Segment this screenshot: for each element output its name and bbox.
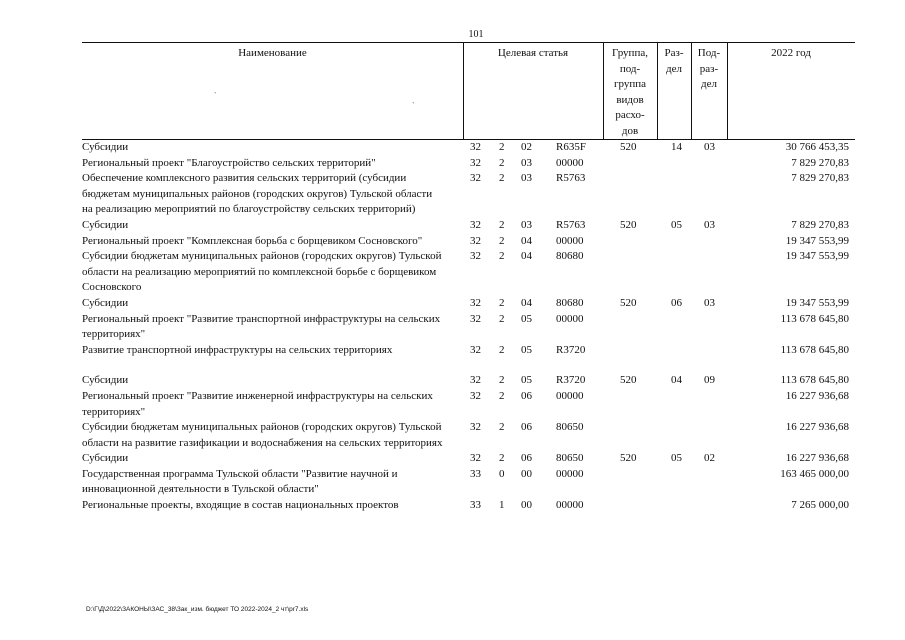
table-body <box>82 140 855 514</box>
amount: 16 227 936,68 <box>785 452 849 465</box>
scan-mark: ` <box>214 91 217 100</box>
code-program: 32 <box>470 343 481 356</box>
code-expense: 80680 <box>556 250 584 263</box>
code-subprogram: 2 <box>499 218 505 231</box>
amount: 19 347 553,99 <box>785 234 849 247</box>
expense-group: 520 <box>620 296 637 309</box>
table-row <box>82 218 855 234</box>
code-expense: R5763 <box>556 218 586 231</box>
code-subprogram: 2 <box>499 250 505 263</box>
header-line: видов <box>616 93 644 106</box>
code-direction: 06 <box>521 421 532 434</box>
amount: 7 265 000,00 <box>791 499 849 512</box>
amount: 113 678 645,80 <box>780 374 849 387</box>
amount: 7 829 270,83 <box>791 156 849 169</box>
code-direction: 00 <box>521 499 532 512</box>
row-name: Региональный проект "Развитие транспортной инфраструктуры на сельских территориях" <box>82 312 441 341</box>
code-program: 33 <box>470 499 481 512</box>
section: 14 <box>671 141 682 153</box>
code-direction: 02 <box>521 141 532 153</box>
code-expense: 00000 <box>556 499 584 512</box>
table-row <box>82 498 855 514</box>
code-direction: 00 <box>521 467 532 480</box>
code-direction: 05 <box>521 312 532 325</box>
header-line: Раз- <box>664 47 684 59</box>
row-name: Субсидии <box>82 218 129 231</box>
section: 06 <box>671 296 682 309</box>
code-direction: 03 <box>521 156 532 169</box>
code-subprogram: 2 <box>499 234 505 247</box>
table-row <box>82 343 855 359</box>
amount: 19 347 553,99 <box>785 250 849 263</box>
table-row <box>82 467 855 498</box>
amount: 163 465 000,00 <box>780 467 849 480</box>
code-subprogram: 2 <box>499 421 505 434</box>
header-target-article: Целевая статья <box>497 47 569 59</box>
row-spacer <box>82 358 855 373</box>
code-program: 32 <box>470 452 481 465</box>
header-line: Под- <box>697 47 721 59</box>
code-expense: R3720 <box>556 374 586 387</box>
header-line: Группа, <box>612 47 648 59</box>
table-row <box>82 140 855 156</box>
row-name: Субсидии <box>82 452 129 465</box>
amount: 113 678 645,80 <box>780 312 849 325</box>
header-line: дов <box>621 124 639 137</box>
expense-group: 520 <box>620 141 637 153</box>
section: 05 <box>671 218 682 231</box>
table-row <box>82 171 855 218</box>
code-expense: 80650 <box>556 421 584 434</box>
table-row <box>82 312 855 343</box>
header-line: раз- <box>699 62 719 75</box>
code-direction: 06 <box>521 389 532 402</box>
table-row <box>82 156 855 172</box>
code-program: 32 <box>470 421 481 434</box>
code-subprogram: 2 <box>499 296 505 309</box>
row-name: Государственная программа Тульской области "Развитие научной и инновационной деятельности в Тульской области" <box>82 467 398 496</box>
header-line: дел <box>701 78 717 90</box>
code-direction: 04 <box>521 250 532 263</box>
expense-group: 520 <box>620 374 637 387</box>
subsection: 03 <box>704 296 715 309</box>
table-row <box>82 296 855 312</box>
header-section <box>657 46 691 77</box>
header-year: 2022 год <box>771 47 811 59</box>
page-number: 101 <box>468 29 484 40</box>
code-program: 32 <box>470 250 481 263</box>
table-row <box>82 420 855 451</box>
amount: 113 678 645,80 <box>780 343 849 356</box>
row-name: Региональный проект "Комплексная борьба с борщевиком Сосновского" <box>82 234 423 247</box>
code-program: 32 <box>470 234 481 247</box>
scan-mark: ` <box>412 101 415 110</box>
code-expense: 00000 <box>556 156 584 169</box>
row-name: Субсидии бюджетам муниципальных районов (городских округов) Тульской области на развитие газификации и водоснабжения на сельских территориях <box>82 421 443 449</box>
section: 04 <box>671 374 682 387</box>
code-program: 32 <box>470 374 481 387</box>
code-expense: 00000 <box>556 467 584 480</box>
code-expense: 80650 <box>556 452 584 465</box>
code-subprogram: 2 <box>499 156 505 169</box>
file-path-footer: D:\Г\Д\2022\ЗАКОНЫ\ЗАС_38\Зак_изм. бюджет ТО 2022-2024_2 чт\pr7.xls <box>86 606 309 613</box>
code-direction: 04 <box>521 296 532 309</box>
code-subprogram: 2 <box>499 452 505 465</box>
code-subprogram: 1 <box>499 499 505 512</box>
code-expense: 00000 <box>556 389 584 402</box>
code-program: 32 <box>470 218 481 231</box>
code-program: 32 <box>470 172 481 185</box>
amount: 19 347 553,99 <box>785 296 849 309</box>
row-name: Субсидии бюджетам муниципальных районов (городских округов) Тульской области на реализацию мероприятий по комплексной борьбе с борщевиком Сосновского <box>82 250 442 294</box>
code-program: 32 <box>470 156 481 169</box>
row-name: Субсидии <box>82 141 129 153</box>
subsection: 03 <box>704 218 715 231</box>
code-program: 32 <box>470 141 481 153</box>
code-expense: 00000 <box>556 312 584 325</box>
code-direction: 05 <box>521 374 532 387</box>
table-header <box>82 42 855 140</box>
row-name: Региональный проект "Развитие инженерной инфраструктуры на сельских территориях" <box>82 389 433 418</box>
amount: 7 829 270,83 <box>791 172 849 185</box>
header-line: дел <box>666 62 682 75</box>
code-program: 33 <box>470 467 481 480</box>
expense-group: 520 <box>620 452 637 465</box>
expense-group: 520 <box>620 218 637 231</box>
amount: 7 829 270,83 <box>791 218 849 231</box>
amount: 30 766 453,35 <box>785 141 849 153</box>
code-subprogram: 2 <box>499 389 505 402</box>
section: 05 <box>671 452 682 465</box>
code-expense: R5763 <box>556 172 586 185</box>
code-expense: 00000 <box>556 234 584 247</box>
row-name: Развитие транспортной инфраструктуры на сельских территориях <box>82 343 393 356</box>
code-direction: 03 <box>521 218 532 231</box>
code-direction: 03 <box>521 172 532 185</box>
code-program: 32 <box>470 296 481 309</box>
amount: 16 227 936,68 <box>785 421 849 434</box>
code-subprogram: 2 <box>499 172 505 185</box>
code-direction: 06 <box>521 452 532 465</box>
table-row <box>82 249 855 296</box>
code-subprogram: 2 <box>499 374 505 387</box>
row-name: Субсидии <box>82 296 129 309</box>
row-name: Региональный проект "Благоустройство сельских территорий" <box>82 156 376 169</box>
code-expense: 80680 <box>556 296 584 309</box>
row-name: Региональные проекты, входящие в состав национальных проектов <box>82 499 399 512</box>
code-expense: R635F <box>556 141 586 153</box>
table-row <box>82 234 855 250</box>
header-subsection <box>691 46 727 93</box>
table-row <box>82 373 855 389</box>
header-name: Наименование <box>238 47 307 59</box>
table-row <box>82 451 855 467</box>
header-line: расхо- <box>615 109 645 121</box>
row-name: Обеспечение комплексного развития сельских территорий (субсидии бюджетам муниципальных районов (городских округов) Тульской области на реализацию мероприятий по благоустройству сельских территорий) <box>82 172 433 216</box>
subsection: 09 <box>704 374 715 387</box>
code-subprogram: 0 <box>499 467 505 480</box>
code-subprogram: 2 <box>499 312 505 325</box>
code-program: 32 <box>470 312 481 325</box>
header-expense-group <box>603 46 657 139</box>
code-direction: 05 <box>521 343 532 356</box>
code-subprogram: 2 <box>499 141 505 153</box>
code-program: 32 <box>470 389 481 402</box>
header-line: под- <box>619 62 641 75</box>
header-line: группа <box>613 78 647 90</box>
subsection: 02 <box>704 452 715 465</box>
row-name: Субсидии <box>82 374 129 387</box>
budget-table <box>82 42 855 514</box>
code-subprogram: 2 <box>499 343 505 356</box>
amount: 16 227 936,68 <box>785 389 849 402</box>
subsection: 03 <box>704 141 715 153</box>
code-direction: 04 <box>521 234 532 247</box>
code-expense: R3720 <box>556 343 586 356</box>
table-row <box>82 389 855 420</box>
